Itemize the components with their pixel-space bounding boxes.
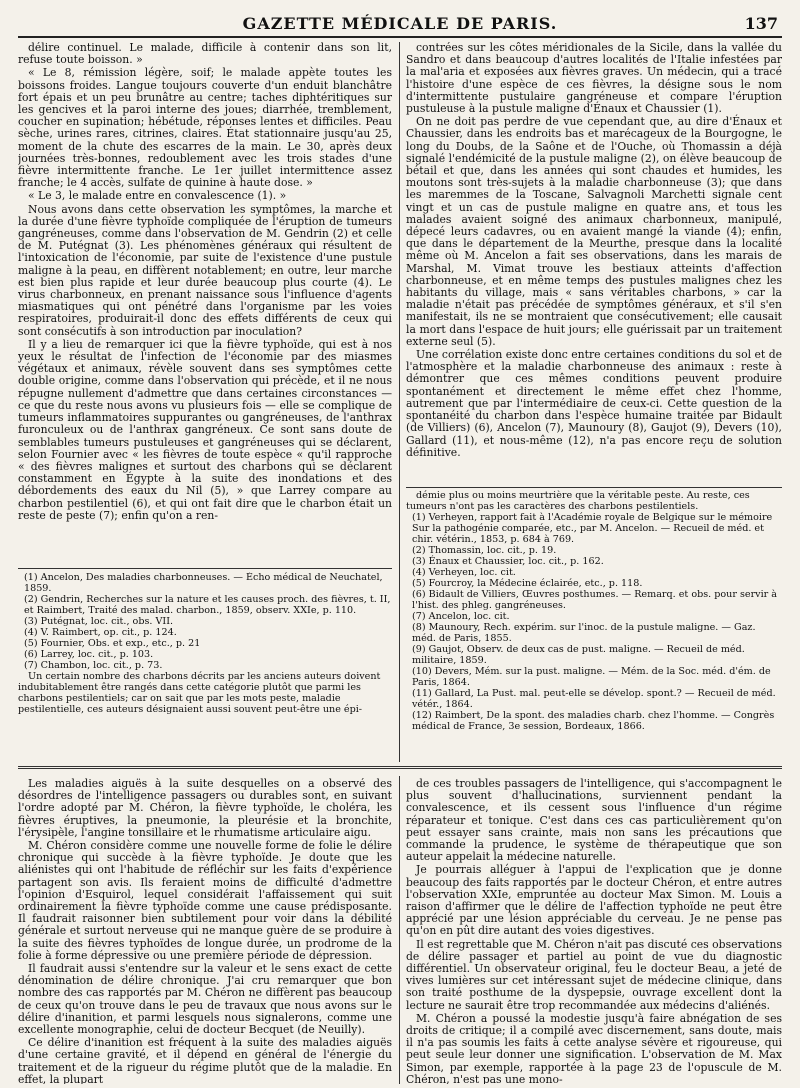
paragraph: Les maladies aiguës à la suite desquelles on a observé des désordres de l'intelligence passagers ou durables sont, en suivant l'ordre adopté par M. Chéron, la fièvre typhoïde, le choléra, les fièvres éruptives, la pneumonie, la pleurésie et la bronchite, l'érysipèle, l'angine tonsillaire et le rhumatisme articulaire aigu.	[18, 778, 392, 839]
page-header	[18, 8, 782, 38]
paragraph: Un certain nombre des charbons décrits par les anciens auteurs doivent indubitablement être rangés dans cette catégorie plutôt que parmi les charbons pestilentiels; car on sait que par les mots peste, maladie pestilentielle, ces auteurs désignaient aussi souvent peut-être une épi-	[18, 671, 381, 715]
paragraph: M. Chéron a poussé la modestie jusqu'à faire abnégation de ses droits de critique; il a compilé avec discernement, sans doute, mais il n'a pas soumis les faits à cette analyse sévère et rigoureuse, qui peut seule leur donner une signification. L'observation de M. Max Simon, par exemple, rapportée à la page 23 de l'opuscule de M. Chéron, n'est pas une mono-	[406, 1011, 782, 1084]
paragraph: Nous avons dans cette observation les symptômes, la marche et la durée d'une fièvre typhoïde compliquée de l'éruption de tumeurs gangréneuses, comme dans l'observation de M. Gendrin (2) et celle de M. Putégnat (3). Les phénomènes généraux qui résultent de l'intoxication de l'économie, par suite de l'existence d'une pustule maligne à la peau, en diffèrent notablement; en outre, leur marche est bien plus rapide et leur durée beaucoup plus courte (4). Le virus charbonneux, en prenant naissance sous l'influence d'agents miasmatiques qui ont pénétré dans l'organisme par les voies respiratoires, produirait-il donc des effets différents de ceux qui sont consécutifs à son introduction par inoculation?	[18, 202, 392, 338]
paragraph: Je pourrais alléguer à l'appui de l'explication que je donne beaucoup des faits rapportés par le docteur Chéron, et entre autres l'observation XXIe, empruntée au docteur Max Simon. M. Louis a raison d'affirmer que le délire de l'affection typhoïde ne peut être apprécié par une lésion appréciable du cerveau. Je ne pense pas qu'on en pût dire autant des voies digestives.	[406, 863, 782, 938]
paragraph: « Le 3, le malade entre en convalescence (1). »	[28, 189, 287, 203]
footnote: (7) Chambon, loc. cit., p. 73.	[24, 660, 163, 671]
footnote-rule	[18, 568, 392, 569]
footnote: (3) Énaux et Chaussier, loc. cit., p. 162.	[412, 556, 604, 567]
top-right-column	[406, 42, 782, 486]
footnote: (2) Gendrin, Recherches sur la nature et les causes proch. des fièvres, t. II, et Raimbert, Traité des malad. charbon., 1859, observ. XXIe, p. 110.	[24, 594, 391, 616]
paragraph: démie plus ou moins meurtrière que la véritable peste. Au reste, ces tumeurs n'ont pas les caractères des charbons pestilentiels.	[406, 490, 750, 512]
paragraph: Il faudrait aussi s'entendre sur la valeur et le sens exact de cette dénomination de délire chronique. J'ai cru remarquer que bon nombre des cas rapportés par M. Chéron ne diffèrent pas beaucoup de ceux qu'on trouve dans le peu de travaux que nous avons sur le délire d'inanition, et parmi lesquels nous signalerons, comme une excellente monographie, celui de docteur Becquet (de Neuilly).	[18, 962, 392, 1037]
paragraph: « Le 8, rémission légère, soif; le malade appète toutes les boissons froides. Langue toujours couverte d'un enduit blanchâtre fort épais et un peu brunâtre au centre; taches diphtéritiques sur les gencives et la paroi interne des joues; diarrhée, tremblement, coucher en supination; hébétude, réponses lentes et difficiles. Peau sèche, urines rares, citrines, claires. État stationnaire jusqu'au 25, moment de la chute des escarres de la main. Le 30, après deux journées très-bonnes, redoublement avec les trois stades d'une fièvre intermittente franche. Le 1er juillet intermittence assez franche; le 4 accès, sulfate de quinine à haute dose. »	[18, 66, 392, 190]
paragraph: Une corrélation existe donc entre certaines conditions du sol et de l'atmosphère et la maladie charbonneuse des animaux : reste à démontrer que ces mêmes conditions peuvent produire spontanément et directement le même effet chez l'homme, autrement que par l'intermédiaire de ceux-ci. Cette question de la spontanéité du charbon dans l'espèce humaine traitée par Bidault (de Villiers) (6), Ancelon (7), Maunoury (8), Gaujot (9), Devers (10), Gallard (11), et nous-même (12), n'a pas encore reçu de solution définitive.	[406, 348, 782, 459]
paragraph: de ces troubles passagers de l'intelligence, qui s'accompagnent le plus souvent d'hallucinations, surviennent pendant la convalescence, et ils cessent sous l'influence d'un régime réparateur et tonique. C'est dans ces cas particulièrement qu'on peut essayer sans crainte, mais non sans les précautions que commande la prudence, le système de thérapeutique que son auteur appelait la médecine naturelle.	[406, 778, 782, 864]
column-divider	[399, 42, 400, 762]
footnote: (11) Gallard, La Pust. mal. peut-elle se dévelop. spont.? — Recueil de méd. vétér., 1864.	[412, 688, 776, 710]
footnote: (6) Bidault de Villiers, Œuvres posthumes. — Remarq. et obs. pour servir à l'hist. des phleg. gangréneuses.	[412, 589, 778, 611]
footnote: (10) Devers, Mém. sur la pust. maligne. — Mém. de la Soc. méd. d'ém. de Paris, 1864.	[412, 666, 771, 688]
footnote: (9) Gaujot, Observ. de deux cas de pust. maligne. — Recueil de méd. militaire, 1859.	[412, 644, 745, 666]
footnote: (1) Verheyen, rapport fait à l'Académie royale de Belgique sur le mémoire Sur la pathogénie comparée, etc., par M. Ancelon. — Recueil de méd. et chir. vétérin., 1853, p. 684 à 769.	[412, 512, 773, 545]
top-right-footnotes	[406, 490, 782, 762]
paragraph: Il y a lieu de remarquer ici que la fièvre typhoïde, qui est à nos yeux le résultat de l'infection de l'économie par des miasmes végétaux et animaux, révèle souvent dans ses symptômes cette double origine, comme dans l'observation qui précède, et il ne nous répugne nullement d'admettre que dans certaines circonstances — ce que du reste nous avons vu plusieurs fois — elle se complique de tumeurs inflammatoires suppurantes ou gangréneuses, de l'anthrax furonculeux ou de l'anthrax gangréneux. Ce sont sans doute de semblables tumeurs pustuleuses et gangréneuses qui se déclarent, selon Fournier avec « les fièvres de toute espèce « qu'il rapproche « des fièvres malignes et surtout des charbons qui se déclarent constamment en Égypte à la suite des inondations et des débordements des eaux du Nil (5), » que Larrey compare au charbon pestilentiel (6), et qui ont fait dire que le charbon était un reste de peste (7); enfin qu'on a ren-	[18, 337, 392, 522]
paragraph: délire continuel. Le malade, difficile à contenir dans son lit, refuse toute boisson. »	[18, 42, 392, 67]
footnote: (2) Thomassin, loc. cit., p. 19.	[412, 545, 557, 556]
top-left-column	[18, 42, 392, 582]
paragraph: Ce délire d'inanition est fréquent à la suite des maladies aiguës d'une certaine gravité, et il dépend en général de l'énergie du traitement et de la rigueur du régime plutôt que de la maladie. En effet, la plupart	[18, 1036, 392, 1084]
section-rule	[406, 487, 782, 488]
footnote: (6) Larrey, loc. cit., p. 103.	[24, 649, 154, 660]
page-number: 137	[744, 14, 778, 33]
journal-title: GAZETTE MÉDICALE DE PARIS.	[242, 14, 558, 33]
footnote: (5) Fournier, Obs. et exp., etc., p. 21	[24, 638, 201, 649]
paragraph: contrées sur les côtes méridionales de la Sicile, dans la vallée du Sandro et dans beaucoup d'autres localités de l'Italie infestées par la mal'aria et exposées aux fièvres graves. Un médecin, qui a tracé l'histoire d'une espèce de ces fièvres, la désigne sous le nom d'intermittente pustulaire gangréneuse et compare l'éruption pustuleuse à la pustule maligne d'Énaux et Chaussier (1).	[406, 42, 782, 116]
footnote: (4) V. Raimbert, op. cit., p. 124.	[24, 627, 177, 638]
paragraph: Il est regrettable que M. Chéron n'ait pas discuté ces observations de délire passager et partiel au point de vue du diagnostic différentiel. Un observateur original, feu le docteur Beau, a jeté de vives lumières sur cet intéressant sujet de médecine clinique, dans son traité posthume de la dyspepsie, ouvrage excellent dont la lecture ne saurait être trop recommandée aux médecins d'aliénés.	[406, 937, 782, 1012]
footnote: (8) Maunoury, Rech. expérim. sur l'inoc. de la pustule maligne. — Gaz. méd. de Paris, 1855.	[412, 622, 756, 644]
bottom-left-column	[18, 778, 392, 1084]
footnote: (4) Verheyen, loc. cit.	[412, 567, 516, 578]
footnote: (7) Ancelon, loc. cit.	[412, 611, 510, 622]
footnote: (12) Raimbert, De la spont. des maladies charb. chez l'homme. — Congrès médical de France, 3e session, Bordeaux, 1866.	[412, 710, 775, 732]
bottom-right-column	[406, 778, 782, 1084]
footnote: (1) Ancelon, Des maladies charbonneuses. — Écho médical de Neuchatel, 1859.	[24, 572, 383, 594]
footnote: (3) Putégnat, loc. cit., obs. VII.	[24, 616, 174, 627]
paragraph: M. Chéron considère comme une nouvelle forme de folie le délire chronique qui succède à la fièvre typhoïde. Je doute que les aliénistes qui ont l'habitude de réfléchir sur les faits d'expérience partagent son avis. Ils feraient moins de difficulté d'admettre l'opinion d'Esquirol, lequel considérait l'affaissement qui suit ordinairement la fièvre typhoïde comme une cause prédisposante. Il faudrait raisonner bien subtilement pour voir dans la débilité générale et surtout nerveuse qui ne manque guère de se produire à la suite des fièvres typhoïdes de longue durée, un prodrome de la folie à forme dépressive ou une première période de dépression.	[18, 839, 392, 962]
top-left-footnotes	[18, 572, 392, 760]
footnote: (5) Fourcroy, la Médecine éclairée, etc., p. 118.	[412, 578, 643, 589]
column-divider	[399, 776, 400, 1084]
paragraph: On ne doit pas perdre de vue cependant que, au dire d'Énaux et Chaussier, dans les endroits bas et marécageux de la Bourgogne, le long du Doubs, de la Saône et de l'Ouche, où Thomassin a déjà signalé l'endémicité de la pustule maligne (2), on élève beaucoup de bétail et que, dans les années qui sont chaudes et humides, les moutons sont très-sujets à la maladie charbonneuse (3); que dans les maremmes de la Toscane, Salvagnoli Marchetti signale cent vingt et un cas de pustule maligne en quatre ans, et tous les malades avaient soigné des animaux charbonneux, manipulé, dépecé leurs cadavres, ou en avaient mangé la viande (4); enfin, que dans le département de la Meurthe, presque dans la localité même où M. Ancelon a fait ses observations, dans les marais de Marshal, M. Vimat trouve les bestiaux atteints d'affection charbonneuse, et en même temps des pustules malignes chez les habitants du village, mais « sans véritables charbons, » car la maladie n'était pas précédée de symptômes généraux, et s'il s'en manifestait, ils ne se montraient que consécutivement; elle causait la mort dans l'espace de huit jours; elle guérissait par un traitement externe seul (5).	[406, 115, 782, 348]
section-separator	[18, 766, 782, 769]
